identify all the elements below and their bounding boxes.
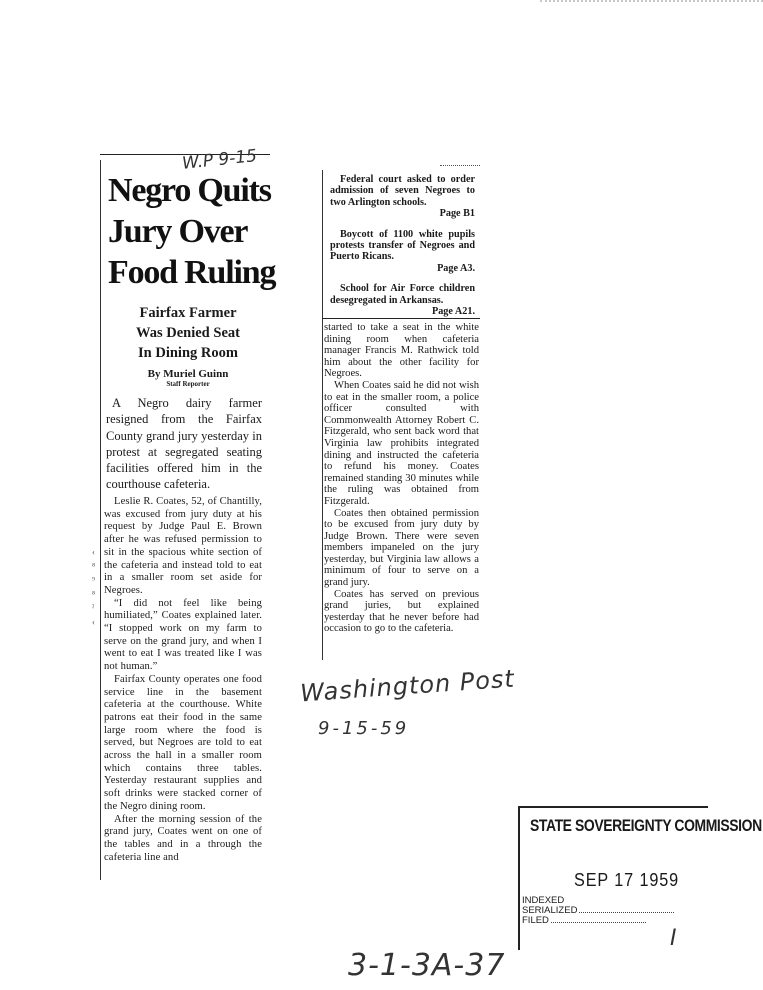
headline — [108, 170, 276, 293]
headline-line-1: Negro Quits — [108, 172, 271, 209]
stamp-fields — [522, 896, 674, 926]
reference-item — [330, 174, 475, 220]
byline-author: By Muriel Guinn — [147, 368, 229, 380]
stamp-field-line — [551, 922, 646, 923]
stamp-field-label: INDEXED — [522, 895, 565, 906]
reference-item — [330, 283, 475, 317]
stamp-date: SEP 17 1959 — [574, 870, 680, 890]
paragraph: When Coates said he did not wish to eat in the smaller room, a police officer consulted with Commonwealth Attorney Robert C. Fitzgerald, who sent back word that Virginia law prohibits integrated dining and instructed the cafeteria to refund his money. Coates remained standing 30 minutes while the ruling was obtained from Fitzgerald. — [324, 379, 479, 507]
handwritten-note: W.P 9-15 — [181, 146, 258, 174]
paragraph: After the morning session of the grand jury, Coates went on one of the tables and in a through the cafeteria line and — [104, 813, 262, 863]
stamp-mark: I — [670, 926, 677, 951]
stamp-field-label: FILED — [522, 915, 549, 926]
byline-role: Staff Reporter — [166, 380, 210, 388]
headline-line-2: Jury Over — [108, 213, 248, 250]
file-number: 3-1-3A-37 — [348, 948, 506, 983]
paragraph: Leslie R. Coates, 52, of Chantilly, was excused from jury duty at his request by Judge Paul E. Brown after he was refused permission to sit in the spacious white section of the cafeteria and instead told to eat in a smaller room set aside for Negroes. — [104, 496, 262, 596]
reference-page: Page B1 — [439, 208, 475, 220]
margin-marks — [92, 545, 95, 629]
column-rule-right — [322, 170, 323, 660]
handwritten-source: Washington Post — [299, 664, 516, 708]
reference-separator — [322, 318, 480, 319]
paragraph: “I did not feel like being humiliated,” Coates explained later. “I stopped work on my farm to serve on the grand jury, and when I went to eat I was treated like I was not human.” — [104, 597, 262, 673]
top-dotted-edge — [540, 0, 763, 2]
paragraph: Coates then obtained permission to be excused from jury duty by Judge Brown. There were seven members impaneled on the jury yesterday, but Virginia law allows a minimum of four to serve on a grand jury. — [324, 507, 479, 589]
headline-line-3: Food Ruling — [108, 254, 276, 291]
stamp-field — [522, 916, 674, 926]
subhead — [108, 303, 268, 363]
margin-mark: ‹ — [92, 617, 95, 627]
received-stamp — [518, 806, 762, 951]
lead-paragraph: A Negro dairy farmer resigned from the Fairfax County grand jury yesterday in protest at segregated seating facilities offered him in the courthouse cafeteria. — [106, 396, 262, 492]
margin-mark: ⁸ — [92, 589, 96, 599]
reference-box — [330, 174, 475, 326]
column-rule-left — [100, 160, 101, 880]
stamp-field-label: SERIALIZED — [522, 905, 578, 916]
reference-text: School for Air Force children desegregated in Arkansas. — [330, 283, 475, 306]
stamp-title: STATE SOVEREIGNTY COMMISSION — [530, 816, 762, 835]
paragraph: Fairfax County operates one food service line in the basement cafeteria at the courthouse. White patrons eat their food in the same large room where the food is served, but Negroes are told to eat across the hall in a smaller room which contains three tables. Yesterday restaurant supplies and soft drinks were stacked corner of the Negro dining room. — [104, 673, 262, 812]
paragraph: Coates has served on previous grand juries, but explained yesterday that he never before had occasion to go to the cafeteria. — [324, 588, 479, 635]
right-column-body — [324, 322, 479, 635]
subhead-line-3: In Dining Room — [138, 345, 238, 361]
subhead-line-2: Was Denied Seat — [136, 325, 240, 341]
reference-box-rule — [440, 165, 480, 166]
margin-mark: ‹ — [92, 547, 95, 557]
reference-text: Federal court asked to order admission of seven Negroes to two Arlington schools. — [330, 174, 475, 208]
margin-mark: ⁸ — [92, 561, 96, 571]
margin-mark: ˀ — [92, 603, 95, 613]
reference-text: Boycott of 1100 white pupils protests transfer of Negroes and Puerto Ricans. — [330, 228, 475, 263]
stamp-field-line — [579, 912, 674, 913]
margin-mark: ⁹ — [92, 575, 96, 585]
subhead-line-1: Fairfax Farmer — [139, 305, 237, 321]
reference-item — [330, 229, 475, 275]
left-column-body — [104, 496, 262, 864]
byline — [108, 368, 268, 389]
handwritten-date: 9-15-59 — [318, 718, 410, 739]
paragraph: started to take a seat in the white dining room when cafeteria manager Francis M. Rathwick told him about the other facility for Negroes. — [324, 322, 479, 380]
reference-page: Page A21. — [431, 306, 475, 318]
reference-page: Page A3. — [437, 262, 475, 274]
lead-paragraph-block — [106, 395, 262, 493]
